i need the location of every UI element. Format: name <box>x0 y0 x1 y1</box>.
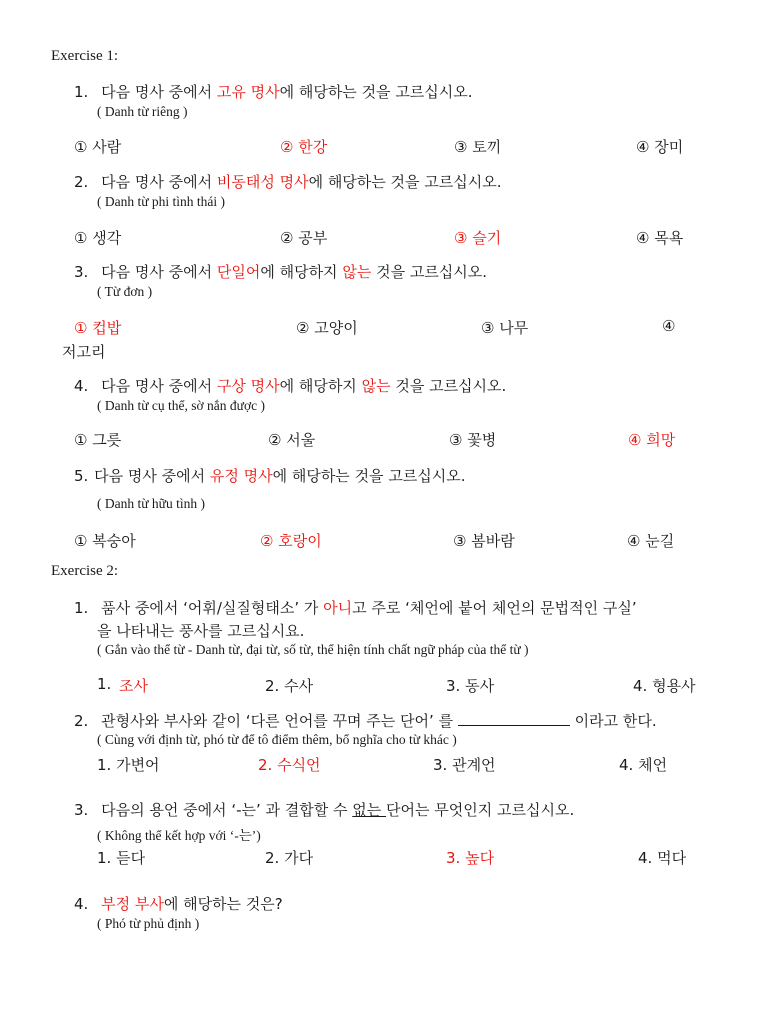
question-text-pre: 다음 명사 중에서 <box>101 263 217 281</box>
ex2-q2-option-1[interactable]: 1. 가변어 <box>97 756 160 774</box>
question-text-pre: 품사 중에서 ‘어휘/실질형태소’ 가 <box>101 599 324 617</box>
ex1-q2-option-2[interactable]: ② 공부 <box>280 229 328 247</box>
ex1-q4-vietnamese-hint: ( Danh từ cụ thể, sờ nắn được ) <box>97 398 265 413</box>
answer-blank[interactable] <box>458 711 570 726</box>
ex1-q3-option-4-text[interactable]: 저고리 <box>62 343 106 361</box>
question-text-pre: 다음의 용언 중에서 ‘-는’ 과 결합할 수 <box>101 801 353 819</box>
ex2-question-1 <box>74 597 637 618</box>
question-text-post: 단어는 무엇인지 고르십시오. <box>386 801 575 819</box>
ex1-q4-option-4[interactable]: ④ 희망 <box>628 431 676 449</box>
question-number: 4. <box>74 895 89 913</box>
question-keyword-2: 않는 <box>361 377 391 395</box>
exercise-1-title: Exercise 1: <box>51 48 119 64</box>
question-number: 1. <box>74 83 89 101</box>
question-text-mid: 에 해당하지 <box>260 263 343 281</box>
question-number: 5. <box>74 467 89 485</box>
ex2-q2-option-4[interactable]: 4. 체언 <box>619 756 668 774</box>
ex1-q3-option-3[interactable]: ③ 나무 <box>481 319 529 337</box>
ex1-question-3 <box>74 261 487 282</box>
question-text-pre: 관형사와 부사와 같이 ‘다른 언어를 꾸며 주는 단어’ 를 <box>101 712 458 730</box>
ex2-question-3 <box>74 799 574 820</box>
ex2-q1-option-3[interactable]: 3. 동사 <box>446 677 495 695</box>
ex1-q2-option-3[interactable]: ③ 슬기 <box>454 229 502 247</box>
ex2-q3-option-3[interactable]: 3. 높다 <box>446 849 495 867</box>
question-keyword: 비동태성 명사 <box>216 173 309 191</box>
question-text-post: 에 해당하는 것은? <box>163 895 283 913</box>
question-text-post: 에 해당하는 것을 고르십시오. <box>308 173 502 191</box>
ex1-q1-option-2[interactable]: ② 한강 <box>280 138 328 156</box>
question-text-post: 에 해당하는 것을 고르십시오. <box>279 83 473 101</box>
question-text-post: 것을 고르십시오. <box>371 263 488 281</box>
ex2-q3-vietnamese-hint: ( Không thể kết hợp với ‘-는’) <box>97 828 261 843</box>
ex1-q2-option-4[interactable]: ④ 목욕 <box>636 229 684 247</box>
ex1-q5-option-4[interactable]: ④ 눈길 <box>627 532 675 550</box>
question-text-pre: 다음 명사 중에서 <box>101 377 217 395</box>
ex1-q4-option-2[interactable]: ② 서울 <box>268 431 316 449</box>
ex1-q3-option-2[interactable]: ② 고양이 <box>296 319 358 337</box>
ex1-q1-option-4[interactable]: ④ 장미 <box>636 138 684 156</box>
question-number: 2. <box>74 173 89 191</box>
question-underlined-word: 없는 <box>352 801 387 819</box>
ex2-q2-vietnamese-hint: ( Cùng với định từ, phó từ để tô điểm thêm, bổ nghĩa cho từ khác ) <box>97 732 457 747</box>
ex2-q1-option-1[interactable]: 조사 <box>119 677 148 695</box>
question-number: 3. <box>74 263 89 281</box>
question-keyword: 부정 부사 <box>101 895 164 913</box>
ex1-q1-vietnamese-hint: ( Danh từ riêng ) <box>97 104 188 119</box>
question-text-mid: 에 해당하지 <box>279 377 362 395</box>
ex2-q1-option-2[interactable]: 2. 수사 <box>265 677 314 695</box>
exercise-2-title: Exercise 2: <box>51 563 119 579</box>
question-keyword: 아니 <box>323 599 353 617</box>
question-keyword: 고유 명사 <box>216 83 280 101</box>
question-number: 4. <box>74 377 89 395</box>
question-keyword: 구상 명사 <box>216 377 280 395</box>
ex2-question-2 <box>74 710 657 731</box>
question-text-post: 고 주로 ‘체언에 붙어 체언의 문법적인 구실’ <box>352 599 637 617</box>
ex2-q2-option-2[interactable]: 2. 수식언 <box>258 756 321 774</box>
ex1-q4-option-3[interactable]: ③ 꽃병 <box>449 431 497 449</box>
ex2-q1-option-4[interactable]: 4. 형용사 <box>633 677 696 695</box>
ex1-q3-vietnamese-hint: ( Từ đơn ) <box>97 284 153 299</box>
ex1-q5-option-1[interactable]: ① 복숭아 <box>74 532 136 550</box>
ex1-q1-option-1[interactable]: ① 사람 <box>74 138 122 156</box>
ex2-q4-vietnamese-hint: ( Phó từ phủ định ) <box>97 916 200 931</box>
ex1-q4-option-1[interactable]: ① 그릇 <box>74 431 122 449</box>
ex2-q3-option-1[interactable]: 1. 듣다 <box>97 849 146 867</box>
question-text-post: 이라고 한다. <box>569 712 657 730</box>
question-number: 1. <box>74 599 89 617</box>
ex1-q5-option-3[interactable]: ③ 봄바람 <box>453 532 515 550</box>
ex1-question-2 <box>74 171 502 192</box>
ex1-question-4 <box>74 375 506 396</box>
ex1-q3-option-1[interactable]: ① 컵밥 <box>74 319 122 337</box>
question-text-pre: 다음 명사 중에서 <box>101 173 217 191</box>
ex1-q2-vietnamese-hint: ( Danh từ phi tình thái ) <box>97 194 226 209</box>
question-text-post: 것을 고르십시오. <box>390 377 507 395</box>
ex1-question-5 <box>74 465 466 486</box>
ex1-question-1 <box>74 81 473 102</box>
question-number: 2. <box>74 712 89 730</box>
ex2-q1-vietnamese-hint: ( Gắn vào thể từ - Danh từ, đại từ, số từ, thể hiện tính chất ngữ pháp của thể từ ) <box>97 642 529 657</box>
ex2-q2-option-3[interactable]: 3. 관계언 <box>433 756 496 774</box>
ex1-q2-option-1[interactable]: ① 생각 <box>74 229 122 247</box>
question-text-pre: 다음 명사 중에서 <box>101 83 217 101</box>
ex2-question-4 <box>74 893 283 914</box>
ex2-q1-option-1-number[interactable]: 1. <box>97 675 112 693</box>
ex1-q3-option-4[interactable]: ④ <box>662 317 676 335</box>
ex1-q5-option-2[interactable]: ② 호랑이 <box>260 532 322 550</box>
ex1-q5-vietnamese-hint: ( Danh từ hữu tình ) <box>97 496 205 511</box>
ex2-q1-text-line-2: 을 나타내는 풍사를 고르십시요. <box>97 622 305 640</box>
question-text-pre: 다음 명사 중에서 <box>94 467 210 485</box>
question-keyword: 단일어 <box>216 263 261 281</box>
ex2-q3-option-2[interactable]: 2. 가다 <box>265 849 314 867</box>
ex2-q3-option-4[interactable]: 4. 먹다 <box>638 849 687 867</box>
ex1-q1-option-3[interactable]: ③ 토끼 <box>454 138 502 156</box>
question-keyword-2: 않는 <box>342 263 372 281</box>
question-text-post: 에 해당하는 것을 고르십시오. <box>272 467 466 485</box>
question-keyword: 유정 명사 <box>209 467 273 485</box>
question-number: 3. <box>74 801 89 819</box>
